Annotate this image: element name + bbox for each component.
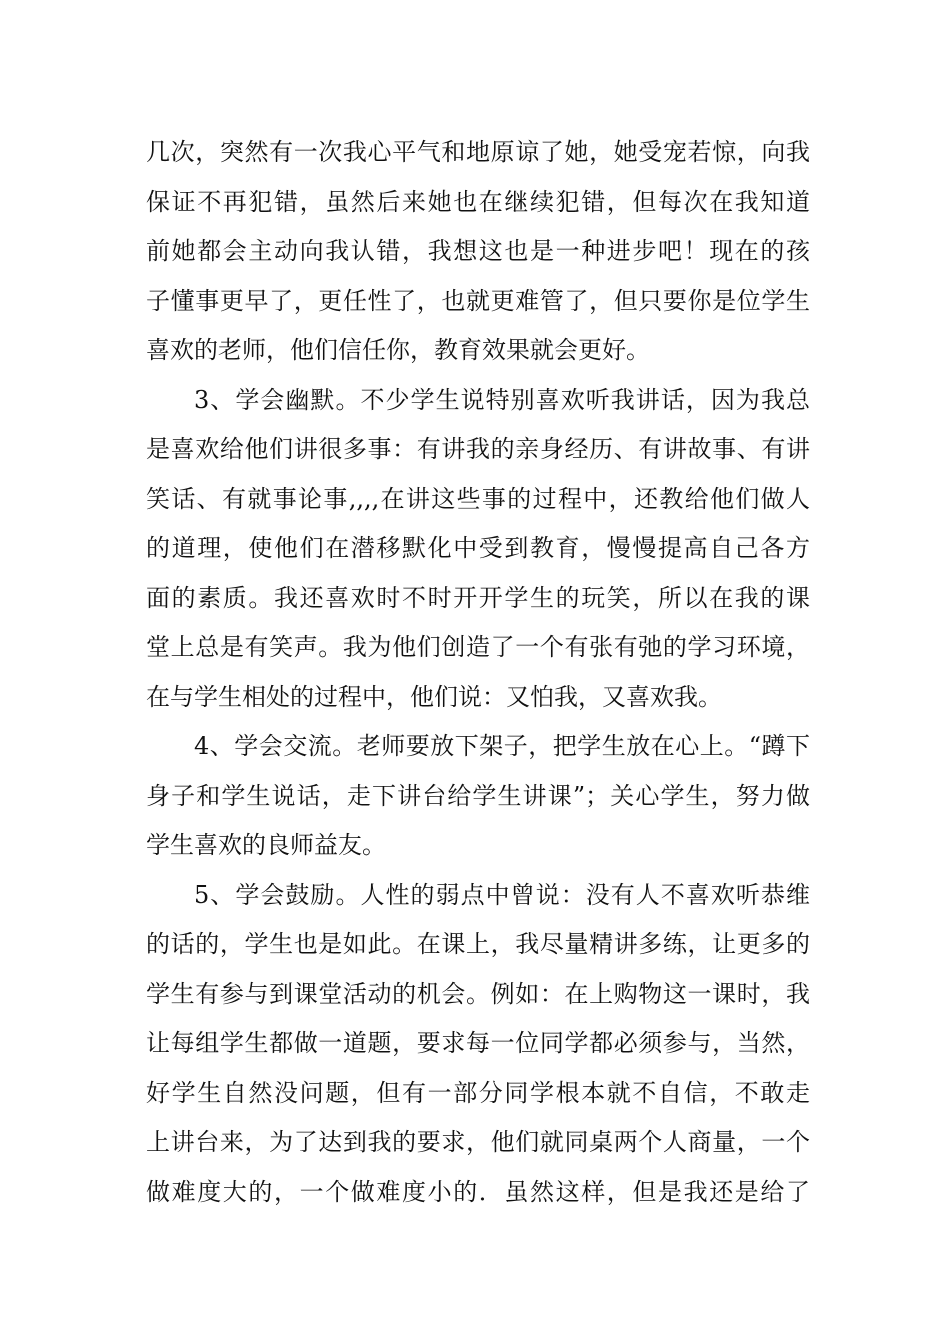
text-line: 学生有参与到课堂活动的机会。例如：在上购物这一课时，我 (146, 979, 810, 1008)
text-line: 上讲台来，为了达到我的要求，他们就同桌两个人商量，一个 (146, 1128, 810, 1156)
section-3-heading-line: 3、学会幽默。不少学生说特别喜欢听我讲话，因为我总 (194, 385, 810, 414)
paragraph-end-line: 在与学生相处的过程中，他们说：又怕我，又喜欢我。 (146, 682, 722, 711)
text-line: 是喜欢给他们讲很多事：有讲我的亲身经历、有讲故事、有讲 (146, 435, 810, 463)
text-line: 的道理，使他们在潜移默化中受到教育，慢慢提高自己各方 (146, 534, 810, 562)
section-5-heading-line: 5、学会鼓励。人性的弱点中曾说：没有人不喜欢听恭维 (194, 880, 810, 909)
text-line: 做难度大的，一个做难度小的．虽然这样，但是我还是给了 (146, 1177, 810, 1206)
text-line: 的话的，学生也是如此。在课上，我尽量精讲多练，让更多的 (146, 930, 810, 958)
text-line: 身子和学生说话，走下讲台给学生讲课”；关心学生，努力做 (146, 781, 810, 810)
text-line: 子懂事更早了，更任性了，也就更难管了，但只要你是位学生 (146, 286, 810, 315)
text-line: 堂上总是有笑声。我为他们创造了一个有张有弛的学习环境， (146, 633, 810, 661)
text-line: 保证不再犯错，虽然后来她也在继续犯错，但每次在我知道 (146, 187, 810, 216)
paragraph-end-line: 喜欢的老师，他们信任你，教育效果就会更好。 (146, 336, 650, 364)
text-line: 笑话、有就事论事,,,,在讲这些事的过程中，还教给他们做人 (146, 484, 810, 513)
document-page (146, 128, 810, 1217)
text-line: 好学生自然没问题，但有一部分同学根本就不自信，不敢走 (146, 1078, 810, 1107)
section-4-heading-line: 4、学会交流。老师要放下架子，把学生放在心上。“蹲下 (194, 732, 810, 760)
text-line: 几次，突然有一次我心平气和地原谅了她，她受宠若惊，向我 (146, 138, 810, 166)
text-line: 让每组学生都做一道题，要求每一位同学都必须参与，当然， (146, 1029, 810, 1057)
text-line: 前她都会主动向我认错，我想这也是一种进步吧！现在的孩 (146, 237, 810, 265)
paragraph-end-line: 学生喜欢的良师益友。 (146, 831, 386, 859)
text-line: 面的素质。我还喜欢时不时开开学生的玩笑，所以在我的课 (146, 583, 810, 612)
